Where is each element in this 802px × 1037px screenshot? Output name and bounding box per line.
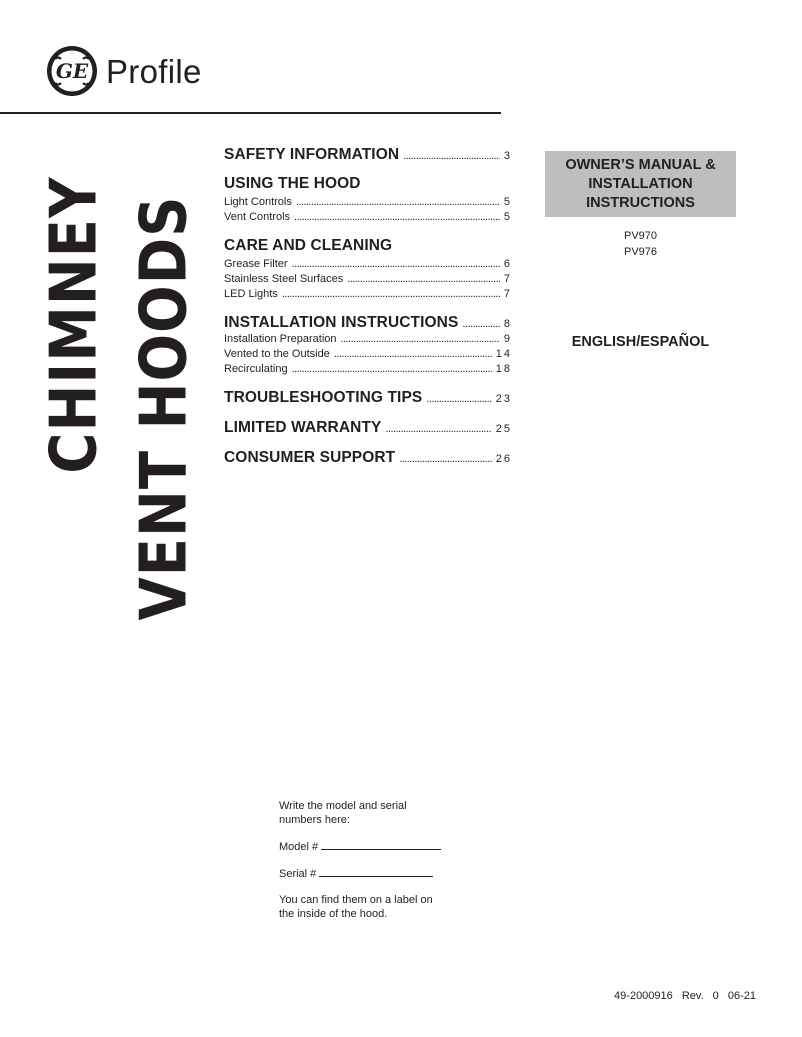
brand-name: Profile	[106, 52, 202, 90]
model-numbers	[545, 228, 736, 260]
toc-page: 26	[495, 453, 512, 465]
manual-box-line3: INSTRUCTIONS	[586, 194, 695, 211]
toc-using-heading[interactable]: USING THE HOOD	[224, 175, 361, 192]
toc-page: 5	[503, 211, 512, 223]
leader-dots	[334, 347, 492, 362]
model-number-field[interactable]	[321, 839, 441, 850]
language-label: ENGLISH/ESPAÑOL	[571, 334, 710, 350]
toc-support[interactable]	[224, 449, 514, 467]
toc-page: 18	[495, 363, 512, 375]
serial-number-field[interactable]	[319, 866, 433, 877]
leader-dots	[282, 287, 500, 302]
leader-dots	[292, 257, 500, 272]
toc-item[interactable]	[224, 195, 514, 210]
vertical-title-line1: CHIMNEY	[37, 176, 112, 474]
toc-item[interactable]	[224, 332, 514, 347]
toc-item-label: Vent Controls	[224, 211, 291, 223]
leader-dots	[296, 195, 500, 210]
toc-heading: LIMITED WARRANTY	[224, 419, 382, 436]
toc-page: 3	[503, 150, 512, 162]
toc-item-label: Stainless Steel Surfaces	[224, 273, 344, 285]
leader-dots	[426, 393, 491, 405]
toc-heading: INSTALLATION INSTRUCTIONS	[224, 314, 459, 331]
model-label: Model #	[279, 841, 319, 853]
leader-dots	[347, 272, 500, 287]
toc-page: 7	[503, 273, 512, 285]
toc-item-label: LED Lights	[224, 288, 278, 300]
leader-dots	[294, 210, 500, 225]
toc-item-label: Recirculating	[224, 363, 288, 375]
toc-heading: TROUBLESHOOTING TIPS	[224, 389, 423, 406]
vertical-title-line2: VENT HOODS	[127, 195, 202, 621]
serial-label: Serial #	[279, 868, 317, 880]
table-of-contents	[224, 146, 514, 467]
toc-page: 25	[495, 423, 512, 435]
toc-item[interactable]	[224, 210, 514, 225]
toc-page: 14	[495, 348, 512, 360]
toc-heading: SAFETY INFORMATION	[224, 146, 400, 163]
toc-page: 8	[503, 318, 512, 330]
toc-install[interactable]	[224, 314, 514, 332]
toc-item-label: Light Controls	[224, 196, 292, 208]
manual-box-line1: OWNER’S MANUAL &	[565, 156, 716, 173]
leader-dots	[399, 453, 491, 465]
toc-page: 5	[503, 196, 512, 208]
toc-page: 9	[503, 333, 512, 345]
model-number: PV970	[623, 230, 658, 242]
leader-dots	[292, 362, 492, 377]
toc-warranty[interactable]	[224, 419, 514, 437]
toc-item-label: Grease Filter	[224, 258, 288, 270]
toc-item-label: Installation Preparation	[224, 333, 337, 345]
toc-heading: CONSUMER SUPPORT	[224, 449, 396, 466]
toc-item[interactable]	[224, 287, 514, 302]
toc-safety[interactable]	[224, 146, 514, 164]
toc-page: 6	[503, 258, 512, 270]
manual-box-line2: INSTALLATION	[588, 175, 693, 192]
toc-item[interactable]	[224, 347, 514, 362]
toc-item[interactable]	[224, 257, 514, 272]
toc-page: 7	[503, 288, 512, 300]
ge-monogram-icon	[46, 45, 98, 97]
document-id: 49-2000916 Rev. 0 06-21	[614, 990, 756, 1002]
record-intro-line2: numbers here:	[279, 814, 350, 826]
toc-care-heading[interactable]: CARE AND CLEANING	[224, 237, 393, 254]
record-intro-line1: Write the model and serial	[279, 800, 407, 812]
brand-logo	[46, 45, 202, 97]
toc-troubleshooting[interactable]	[224, 389, 514, 407]
model-serial-record	[279, 799, 499, 933]
record-note-line1: You can find them on a label on	[279, 894, 433, 906]
owners-manual-box	[545, 151, 736, 217]
toc-page: 23	[495, 393, 512, 405]
leader-dots	[385, 423, 491, 435]
record-note-line2: the inside of the hood.	[279, 908, 388, 920]
model-number: PV976	[623, 246, 658, 258]
leader-dots	[403, 150, 500, 162]
leader-dots	[341, 332, 500, 347]
toc-item[interactable]	[224, 362, 514, 377]
leader-dots	[462, 318, 499, 330]
header-rule	[0, 112, 501, 114]
toc-item[interactable]	[224, 272, 514, 287]
toc-item-label: Vented to the Outside	[224, 348, 330, 360]
ge-logo-text: GE	[55, 59, 89, 83]
